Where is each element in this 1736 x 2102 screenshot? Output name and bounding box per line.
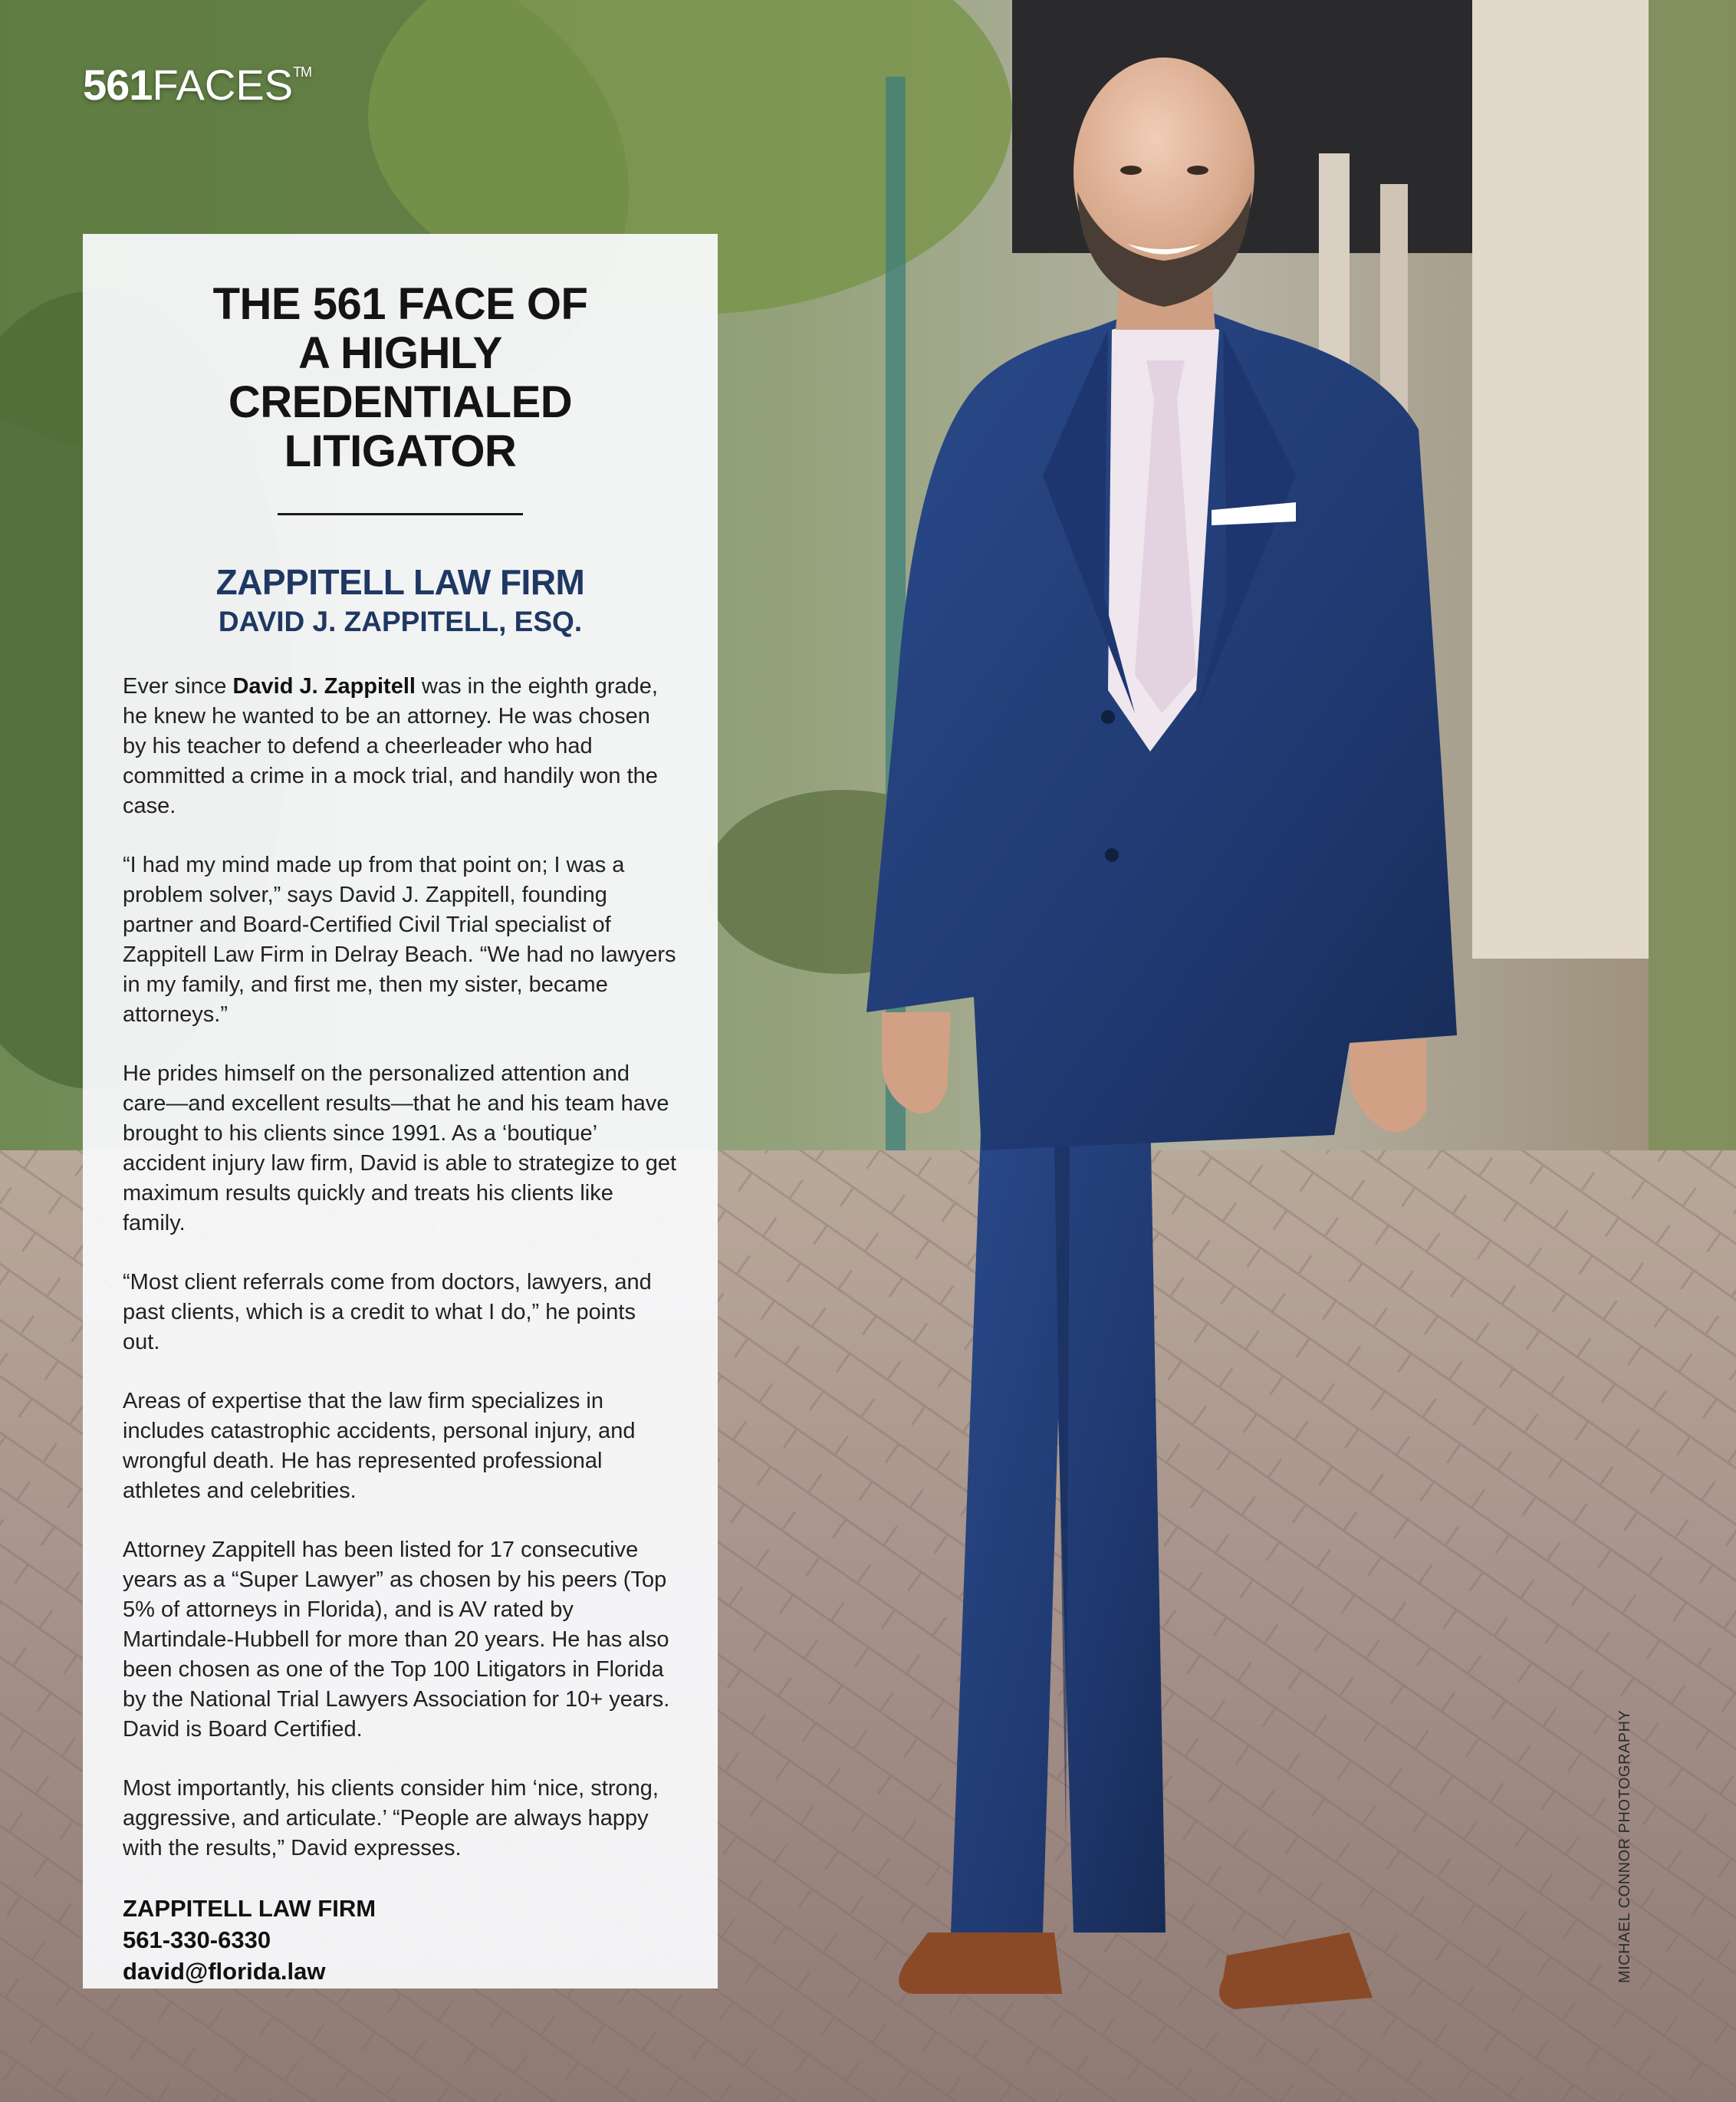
paragraph-1-rest: was in the eighth grade, he knew he wanted to be an attorney. He was chosen by his teacher to defend a cheerleader who had committed a crime in a mock trial, and handily won the case. bbox=[123, 674, 658, 818]
headline-line-2: A HIGHLY bbox=[298, 328, 502, 378]
logo-trademark: TM bbox=[293, 64, 312, 80]
contact-firm: ZAPPITELL LAW FIRM bbox=[123, 1895, 376, 1922]
paragraph-6: Attorney Zappitell has been listed for 17 consecutive years as a “Super Lawyer” as chosen by his peers (Top 5% of attorneys in Florida), and is AV rated by Martindale-Hubbell for more than 20 years. He has also been chosen as one of the Top 100 Litigators in Florida by the National Trial Lawyers Association for 10+ years. David is Board Certified. bbox=[123, 1538, 670, 1742]
attorney-name: DAVID J. ZAPPITELL, ESQ. bbox=[218, 606, 583, 637]
paragraph-3: He prides himself on the personalized attention and care—and excellent results—that he and his team have brought to his clients since 1991. As a ‘boutique’ accident injury law firm, David is able to strategize to get maximum results quickly and treats his clients like family. bbox=[123, 1061, 677, 1235]
magazine-logo bbox=[83, 60, 311, 110]
paragraph-2: “I had my mind made up from that point on; I was a problem solver,” says David J. Zappitell, founding partner and Board-Certified Civil Trial specialist of Zappitell Law Firm in Delray Beach. “We had no lawyers in my family, and first me, then my sister, became attorneys.” bbox=[123, 853, 676, 1027]
headline-line-3: CREDENTIALED bbox=[228, 377, 573, 427]
paragraph-4: “Most client referrals come from doctors, lawyers, and past clients, which is a credit to what I do,” he points out. bbox=[123, 1270, 652, 1354]
contact-email[interactable]: david@florida.law bbox=[123, 1958, 326, 1985]
contact-phone[interactable]: 561-330-6330 bbox=[123, 1926, 271, 1953]
paragraph-5: Areas of expertise that the law firm specializes in includes catastrophic accidents, personal injury, and wrongful death. He has represented professional athletes and celebrities. bbox=[123, 1389, 636, 1503]
headline-line-4: LITIGATOR bbox=[284, 426, 517, 476]
logo-number: 561 bbox=[83, 61, 153, 109]
paragraph-7: Most importantly, his clients consider him ‘nice, strong, aggressive, and articulate.’ “People are always happy with the results,” David expresses. bbox=[123, 1776, 659, 1860]
divider bbox=[278, 513, 523, 515]
article-body bbox=[123, 672, 678, 1864]
photo-credit: MICHAEL CONNOR PHOTOGRAPHY bbox=[1616, 1709, 1633, 1983]
article-panel bbox=[83, 234, 718, 1989]
headline bbox=[123, 280, 678, 476]
paragraph-1-lead: Ever since bbox=[123, 674, 233, 699]
firm-name: ZAPPITELL LAW FIRM bbox=[215, 562, 585, 602]
contact-block bbox=[123, 1893, 678, 1987]
paragraph-1-name: David J. Zappitell bbox=[232, 674, 416, 699]
logo-word: FACES bbox=[152, 61, 294, 109]
paragraph-1 bbox=[123, 672, 678, 821]
headline-line-1: THE 561 FACE OF bbox=[212, 279, 588, 329]
